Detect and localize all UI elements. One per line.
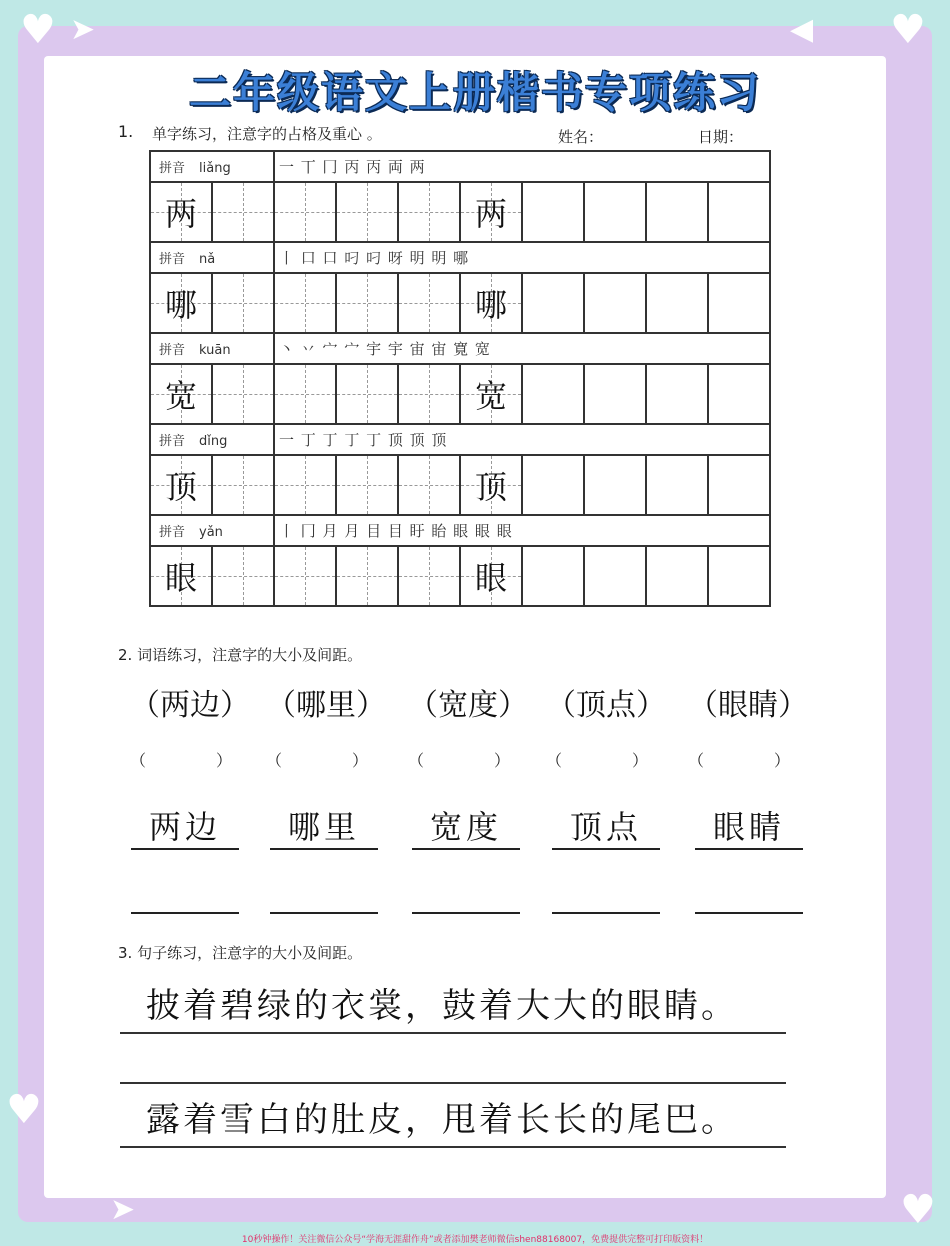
word-text: 哪里 [296,688,356,723]
paren-close: ） [216,751,233,770]
practice-cell[interactable] [398,546,460,606]
model-character: 两 [164,195,197,233]
arrow-decoration-icon: ➤ [110,1192,136,1227]
stroke-order: 丨 口 口 叼 叼 呀 明 明 哪 [274,242,770,273]
model-char-cell [150,273,212,333]
practice-cell[interactable] [646,546,708,606]
model-character: 眼 [164,559,197,597]
practice-cell[interactable] [646,364,708,424]
heart-decoration-icon: ♥ [20,7,56,53]
practice-cell[interactable] [708,273,770,333]
practice-cell[interactable] [708,455,770,515]
answer-paren-blank[interactable] [266,748,368,771]
practice-cell[interactable] [212,455,274,515]
pinyin-row [150,242,770,273]
practice-cell[interactable] [522,455,584,515]
paren-open: （ [266,688,296,723]
pinyin-cell [150,151,274,182]
practice-cell[interactable] [212,182,274,242]
practice-cell[interactable] [522,546,584,606]
paren-close: ） [774,751,791,770]
practice-cell[interactable] [398,182,460,242]
pinyin-row [150,424,770,455]
practice-cell[interactable] [584,546,646,606]
practice-cell[interactable] [336,546,398,606]
paren-close: ） [352,751,369,770]
practice-cell[interactable] [398,273,460,333]
answer-paren-blank[interactable] [688,748,790,771]
model-character: 哪 [475,286,508,324]
practice-cell[interactable] [646,273,708,333]
date-label: 日期： [698,128,744,146]
practice-cell[interactable] [336,273,398,333]
sentence-model: 露着雪白的肚皮，甩着长长的尾巴。 [120,1100,786,1148]
practice-cell[interactable] [522,364,584,424]
word-writing-line[interactable] [412,912,520,914]
pinyin-prefix: 拼音 [159,161,186,176]
practice-cell[interactable] [522,182,584,242]
pinyin-row [150,515,770,546]
practice-cell[interactable] [584,273,646,333]
pinyin-text: liǎng [199,161,231,176]
writing-row [150,455,770,515]
model-character: 宽 [475,377,508,415]
paren-open: （ [408,751,425,770]
practice-cell[interactable] [708,546,770,606]
paren-open: （ [130,688,160,723]
pinyin-cell [150,242,274,273]
model-character: 眼 [475,559,508,597]
model-char-cell [150,455,212,515]
word-pinyin-box [266,680,386,724]
word-pinyin-box [688,680,808,724]
character-practice-grid [149,150,771,607]
word-model-line: 顶点 [552,806,660,850]
practice-cell[interactable] [274,364,336,424]
arrow-decoration-icon: ◀ [790,12,814,47]
section3-label: 3. 句子练习，注意字的大小及间距。 [118,944,363,962]
paren-open: （ [688,688,718,723]
practice-cell[interactable] [708,182,770,242]
pinyin-text: dǐng [199,434,228,449]
model-character: 哪 [164,286,197,324]
practice-cell[interactable] [212,364,274,424]
answer-paren-blank[interactable] [130,748,232,771]
paren-open: （ [546,688,576,723]
stroke-order: 丨 冂 月 月 目 目 盱 眙 眼 眼 眼 [274,515,770,546]
word-writing-line[interactable] [131,912,239,914]
heart-decoration-icon: ♥ [890,7,926,53]
word-writing-line[interactable] [695,912,803,914]
paren-close: ） [778,688,808,723]
word-pinyin-box [130,680,250,724]
word-model-line: 哪里 [270,806,378,850]
answer-paren-blank[interactable] [546,748,648,771]
model-char-cell [460,546,522,606]
paren-open: （ [688,751,705,770]
practice-cell[interactable] [646,182,708,242]
pinyin-cell [150,424,274,455]
name-label: 姓名： [558,128,604,146]
model-character: 顶 [475,468,508,506]
writing-row [150,364,770,424]
practice-cell[interactable] [274,455,336,515]
writing-row [150,546,770,606]
paren-close: ） [494,751,511,770]
practice-cell[interactable] [212,273,274,333]
footer-notice: 10秒钟操作！关注微信公众号“学海无涯甜作舟”或者添加樊老师微信shen88168007，免费提供完整可打印版资料！ [241,1235,709,1245]
practice-cell[interactable] [212,546,274,606]
sentence-model: 披着碧绿的衣裳，鼓着大大的眼睛。 [120,986,786,1034]
practice-cell[interactable] [336,364,398,424]
pinyin-prefix: 拼音 [159,252,186,267]
stroke-order: 一 丁 丁 丁 丁 顶 顶 顶 [274,424,770,455]
word-pinyin-box [546,680,666,724]
arrow-decoration-icon: ➤ [70,12,96,47]
model-character: 宽 [164,377,197,415]
practice-cell[interactable] [398,364,460,424]
practice-cell[interactable] [708,364,770,424]
paren-open: （ [546,751,563,770]
pinyin-row [150,151,770,182]
pinyin-prefix: 拼音 [159,525,186,540]
heart-decoration-icon: ♥ [6,1087,42,1133]
section2-label: 2. 词语练习，注意字的大小及间距。 [118,646,363,664]
word-text: 宽度 [438,688,498,723]
word-writing-line[interactable] [270,912,378,914]
model-char-cell [460,182,522,242]
pinyin-text: nǎ [199,252,216,267]
model-char-cell [150,546,212,606]
word-writing-line[interactable] [552,912,660,914]
word-text: 顶点 [576,688,636,723]
answer-paren-blank[interactable] [408,748,510,771]
model-char-cell [150,364,212,424]
pinyin-prefix: 拼音 [159,434,186,449]
sentence-writing-line[interactable] [120,1082,786,1084]
section1-number: 1. [118,122,134,141]
practice-cell[interactable] [584,455,646,515]
practice-cell[interactable] [336,182,398,242]
word-text: 眼睛 [718,688,778,723]
pinyin-text: kuān [199,343,231,358]
word-model-line: 宽度 [412,806,520,850]
paren-close: ） [632,751,649,770]
practice-cell[interactable] [584,182,646,242]
model-character: 顶 [164,468,197,506]
paren-close: ） [220,688,250,723]
pinyin-text: yǎn [199,525,223,540]
pinyin-prefix: 拼音 [159,343,186,358]
pinyin-row [150,333,770,364]
writing-row [150,182,770,242]
practice-cell[interactable] [398,455,460,515]
practice-cell[interactable] [584,364,646,424]
word-model-line: 两边 [131,806,239,850]
practice-cell[interactable] [336,455,398,515]
pinyin-cell [150,333,274,364]
paren-close: ） [356,688,386,723]
pinyin-cell [150,515,274,546]
word-pinyin-box [408,680,528,724]
paren-close: ） [498,688,528,723]
paren-close: ） [636,688,666,723]
word-model-line: 眼睛 [695,806,803,850]
practice-cell[interactable] [274,273,336,333]
model-char-cell [460,273,522,333]
paren-open: （ [266,751,283,770]
writing-row [150,273,770,333]
word-text: 两边 [160,688,220,723]
paren-open: （ [130,751,147,770]
practice-cell[interactable] [274,182,336,242]
stroke-order: 丶 丷 宀 宀 宇 宇 宙 宙 寛 宽 [274,333,770,364]
practice-cell[interactable] [646,455,708,515]
model-char-cell [460,455,522,515]
model-char-cell [150,182,212,242]
practice-cell[interactable] [522,273,584,333]
model-character: 两 [475,195,508,233]
worksheet-title: 二年级语文上册楷书专项练习 [188,68,761,117]
model-char-cell [460,364,522,424]
stroke-order: 一 丅 冂 丙 丙 両 两 [274,151,770,182]
section1-label: 单字练习，注意字的占格及重心 。 [152,125,382,143]
heart-decoration-icon: ♥ [900,1187,936,1233]
paren-open: （ [408,688,438,723]
practice-cell[interactable] [274,546,336,606]
